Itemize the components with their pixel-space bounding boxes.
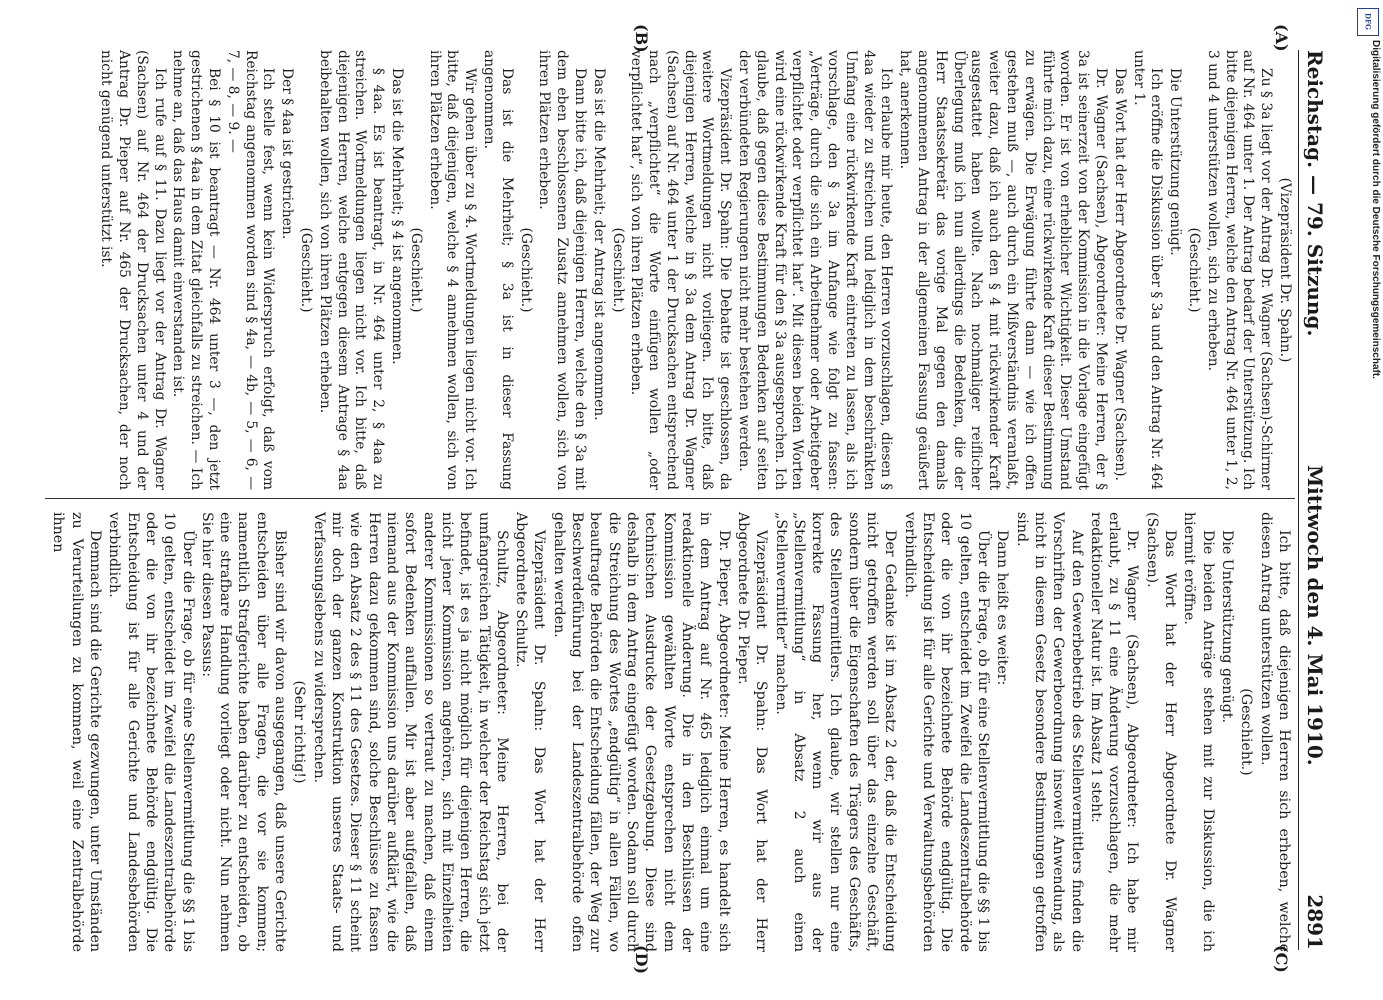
paragraph: (Geschieht.) (517, 227, 534, 313)
paragraph: (Geschieht.) (1186, 227, 1203, 313)
paragraph: Dr. Wagner (Sachsen), Abgeordneter: Meine Herren, der § 3a ist seinerzeit von der Kommission in die Vorlage eingefügt worden. Er ist von erheblicher Wichtigkeit. Dieser Umstand führte mich dazu, eine rückwirkende Kraft dieser Bestimmung zu erwägen. Die Erwägung führte dann — wie ich offen gestehen muß —, auch durch ein Mißverständnis veranlaßt, weiter dazu, daß ich auch den § 4 mit rückwirkender Kraft ausgestattet haben wollte. Nach nochmaliger reiflicher Überlegung muß ich nun allerdings die Bedenken, die der Herr Staatssekretär das vorige Mal gegen den damals angenommenen Antrag in der allgemeinen Fassung geäußert hat, anerkennen. (897, 50, 1110, 490)
paragraph: Ich bitte, daß diejenigen Herren sich erheben, welche diesen Antrag unterstützen wollen. (1257, 512, 1292, 952)
paragraph: Der Gedanke ist im Absatz 2 der, daß die Entscheidung nicht getroffen werden soll über das einzelne Geschäft, sondern über die Eigenschaften des Trägers des Geschäfts, des Stellenvermittlers. Ich glaube, wir stellen nur eine korrekte Fassung her, wenn wir aus der „Stellenvermittlung“ in Absatz 2 auch einen „Stellenvermittler“ machen. (772, 512, 899, 952)
paragraph: Bisher sind wir davon ausgegangen, daß unsere Gerichte entscheiden über alle Fragen, die vor sie kommen; namentlich Strafgerichte haben darüber zu entscheiden, ob eine strafbare Handlung vorliegt oder nicht. Nun nehmen Sie hier diesen Passus: (198, 512, 289, 952)
right-text-column (45, 512, 1293, 952)
column-divider (45, 498, 1295, 499)
paragraph: (Geschieht.) (407, 227, 424, 313)
paragraph: (Geschieht.) (609, 227, 626, 313)
paragraph: Auf den Gewerbebetrieb des Stellenvermittlers finden die Vorschriften der Gewerbeordnung insoweit Anwendung, als nicht in diesem Gesetz besondere Bestimmungen getroffen sind. (1013, 512, 1085, 952)
paragraph: Die Unterstützung genügt. (1219, 530, 1236, 723)
paragraph: Dr. Wagner (Sachsen), Abgeordneter: Ich habe mir erlaubt, zu § 11 eine Änderung vorzuschlagen, die mehr redaktioneller Natur ist. Im Absatz 1 steht: (1087, 512, 1141, 952)
paragraph: (Vizepräsident Dr. Spahn.) (1277, 177, 1293, 363)
paragraph: Das Wort hat der Herr Abgeordnete Dr. Wagner (Sachsen). (1111, 68, 1128, 481)
paragraph: Über die Frage, ob für eine Stellenvermittlung die §§ 1 bis 10 gelten, entscheidet im Zweifel die Landeszentralbehörde oder die von ihr bezeichnete Behörde endgültig. Die Entscheidung ist für alle Gerichte und Landesbehörden verbindlich. (106, 512, 196, 952)
margin-mark-b: (B) (632, 24, 651, 53)
margin-mark-c: (C) (1272, 945, 1291, 973)
header-left-title: Reichstag. — 79. Sitzung. (1303, 50, 1327, 337)
paragraph: Vizepräsident Dr. Spahn: Die Debatte ist geschlossen, da weitere Wortmeldungen nicht vorliegen. Ich bitte, daß diejenigen Herren, welche in § 3a dem Antrag Dr. Wagner (Sachsen) auf Nr. 464 unter 1 der Drucksachen entsprechend nach „verpflichtet“ die Worte einfügen wollen „oder verpflichtet hat“, sich von ihren Plätzen erheben. (628, 50, 734, 490)
rotated-document-page (31, 20, 1351, 980)
paragraph: Wir gehen über zu § 4. Wortmeldungen liegen nicht vor. Ich bitte, daß diejenigen, welche § 4 annehmen wollen, sich von ihren Plätzen erheben. (426, 50, 479, 490)
paragraph: Ich eröffne die Diskussion über § 3a und den Antrag Nr. 464 unter 1. (1130, 50, 1165, 490)
margin-mark-a: (A) (1272, 24, 1291, 52)
margin-mark-d: (D) (632, 945, 651, 975)
paragraph: Dann bitte ich, daß diejenigen Herren, welche den § 3a mit dem eben beschlossenen Zusatz annehmen wollen, sich von ihren Plätzen erheben. (536, 50, 588, 490)
paragraph: Die beiden Anträge stehen mit zur Diskussion, die ich hiermit eröffne. (1181, 512, 1216, 952)
digitization-credit: Digitalisierung gefördert durch die Deutsche Forschungsgemeinschaft. (1370, 40, 1381, 379)
dfg-logo: DFG (1357, 8, 1379, 36)
paragraph: Demnach sind die Gerichte gezwungen, unter Umständen zu Verurteilungen zu kommen, weil eine Zentralbehörde ihnen (50, 512, 103, 952)
page-number: 2891 (1303, 894, 1327, 950)
paragraph: Über die Frage, ob für eine Stellenvermittlung die §§ 1 bis 10 gelten, entscheidet im Zweifel die Landeszentralbehörde oder die von ihr bezeichnete Behörde endgültig. Die Entscheidung ist für alle Gerichte und Verwaltungsbehörden verbindlich. (901, 512, 991, 952)
paragraph: (Geschieht.) (297, 227, 314, 313)
left-text-column (45, 50, 1293, 490)
paragraph: Ich erlaube mir heute, den Herren vorzuschlagen, diesen § 4aa wieder zu streichen und lediglich in dem beschränkten Umfang eine rückwirkende Kraft eintreten zu lassen, als ich vorschlage, den § 3a im Anfange wie folgt zu fassen: „Verträge, durch die sich ein Arbeitnehmer oder Arbeitgeber verpflichtet oder verpflichtet hat“. Mit diesen beiden Worten wird eine rückwirkende Kraft für den § 3a ausgesprochen. Ich glaube, daß gegen diese Bestimmungen Bedenken auf seiten der verbündeten Regierungen nicht mehr bestehen werden. (736, 50, 895, 490)
paragraph: Vizepräsident Dr. Spahn: Das Wort hat der Herr Abgeordnete Dr. Pieper. (734, 512, 770, 952)
paragraph: Zu § 3a liegt vor der Antrag Dr. Wagner (Sachsen)-Schirmer auf Nr. 464 unter 1. Der Antrag bedarf der Unterstützung. Ich bitte diejenigen Herren, welche den Antrag Nr. 464 unter 1, 2, 3 und 4 unterstützen wollen, sich zu erheben. (1204, 50, 1275, 490)
page-header (1298, 50, 1337, 950)
paragraph: Der § 4aa ist gestrichen. (279, 68, 296, 240)
paragraph: Dann heißt es weiter: (994, 530, 1011, 686)
paragraph: Das ist die Mehrheit; der Antrag ist angenommen. (590, 68, 607, 421)
header-date: Mittwoch den 4. Mai 1910. (1303, 464, 1327, 766)
paragraph: Das ist die Mehrheit; § 3a ist in dieser Fassung angenommen. (480, 50, 515, 490)
paragraph: § 4aa. Es ist beantragt, in Nr. 464 unter 2, § 4aa zu streichen. Wortmeldungen liegen nicht vor. Ich bitte, daß diejenigen Herren, welche entgegen diesem Antrage § 4aa beibehalten wollen, sich von ihren Plätzen erheben. (316, 50, 387, 490)
paragraph: Schultz, Abgeordneter: Meine Herren, bei der umfangreichen Tätigkeit, in welcher der Reichstag sich jetzt befindet, ist es ja nicht möglich für diejenigen Herren, die nicht jener Kommission angehören, sich mit Einzelheiten anderer Kommissionen so vertraut zu machen, daß einem sofort Bedenken auffallen. Mir ist aber aufgefallen, daß niemand aus der Kommission uns darüber aufklärt, wie die Herren dazu gekommen sind, solche Beschlüsse zu fassen wie den Absatz 2 des § 11 des Gesetzes. Dieser § 11 scheint mir doch der ganzen Konstruktion unseres Staats- und Verfassungslebens zu widersprechen. (310, 512, 510, 952)
paragraph: (Sehr richtig!) (291, 680, 308, 784)
paragraph: Dr. Pieper, Abgeordneter: Meine Herren, es handelt sich in dem Antrag auf Nr. 465 lediglich einmal um eine redaktionelle Änderung. Die in den Beschlüssen der Kommission gewählten Worte entsprechen nicht dem technischen Ausdrucke der Gesetzgebung. Diese sind deshalb in dem Antrag eingefügt worden. Sodann soll durch die Streichung des Wortes „endgültig“ in allen Fällen, wo beauftragte Behörden die Entscheidung fällen, der Weg zur Beschwerdeführung bei der Landeszentralbehörde offen gehalten werden. (550, 512, 732, 952)
paragraph: Bei § 10 ist beantragt — Nr. 464 unter 3 —, den jetzt gestrichenen § 4aa in dem Zitat gleichfalls zu streichen. — Ich nehme an, daß das Haus damit einverstanden ist. (170, 50, 222, 490)
paragraph: Ich stelle fest, wenn kein Widerspruch erfolgt, daß vom Reichstag angenommen worden sind § 4a, — 4b, — 5, — 6, — 7, — 8, — 9. — (224, 50, 277, 490)
paragraph: Das ist die Mehrheit; § 4 ist angenommen. (388, 68, 405, 365)
paragraph: (Geschieht.) (1238, 688, 1255, 776)
paragraph: Ich rufe auf § 11. Dazu liegt vor der Antrag Dr. Wagner (Sachsen) auf Nr. 464 der Drucksachen unter 4 und der Antrag Dr. Pieper auf Nr. 465 der Drucksachen, der noch nicht genügend unterstützt ist. (98, 50, 168, 490)
paragraph: Die Unterstützung genügt. (1167, 68, 1184, 256)
paragraph: Das Wort hat der Herr Abgeordnete Dr. Wagner (Sachsen). (1143, 512, 1179, 952)
paragraph: Vizepräsident Dr. Spahn: Das Wort hat der Herr Abgeordnete Schultz. (513, 512, 548, 952)
